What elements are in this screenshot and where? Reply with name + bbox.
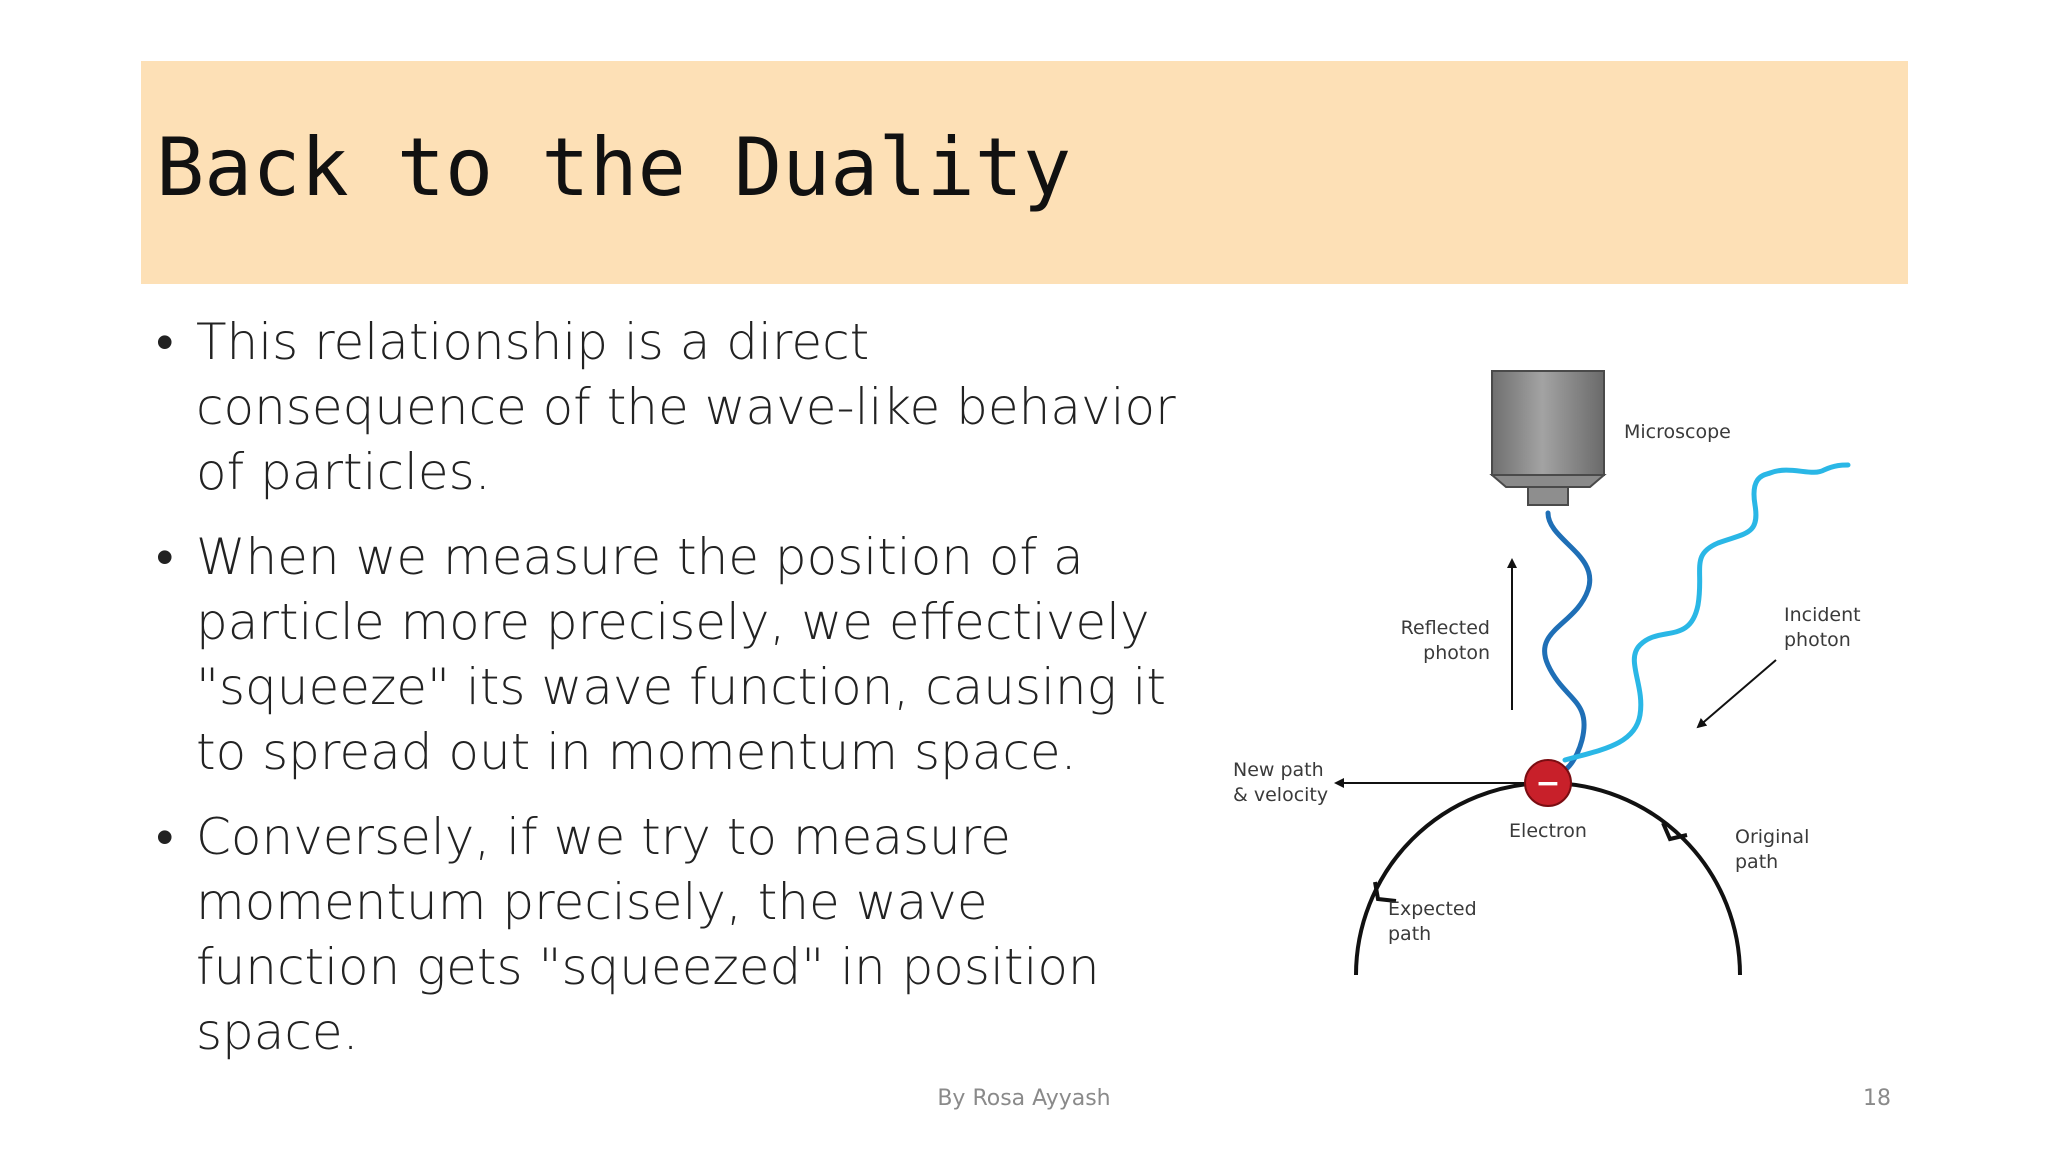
reflected-photon-wave bbox=[1545, 513, 1590, 783]
bullet-list bbox=[150, 310, 1200, 1085]
bullet-text: This relationship is a direct consequence of the wave-like behavior of particles. bbox=[196, 313, 1176, 501]
reflected-label-line2: photon bbox=[1423, 642, 1490, 664]
microscope-diagram bbox=[1220, 355, 1920, 985]
new-path-label-line2: & velocity bbox=[1233, 784, 1329, 806]
page-number: 18 bbox=[1863, 1086, 1891, 1111]
new-path-label-line1: New path bbox=[1233, 759, 1324, 781]
incident-arrow bbox=[1698, 660, 1776, 727]
original-label-line1: Original bbox=[1735, 826, 1810, 848]
circular-path bbox=[1356, 783, 1740, 975]
electron-icon bbox=[1525, 760, 1571, 806]
microscope-label: Microscope bbox=[1624, 421, 1731, 443]
footer-author: By Rosa Ayyash bbox=[937, 1086, 1111, 1111]
bullet-item bbox=[150, 525, 1200, 785]
slide-title: Back to the Duality bbox=[156, 121, 1072, 214]
reflected-label-line1: Reflected bbox=[1400, 617, 1490, 639]
bullet-text: Conversely, if we try to measure momentum precisely, the wave function gets "squeezed" in position space. bbox=[196, 808, 1100, 1061]
bullet-dot: • bbox=[156, 528, 174, 586]
bullet-item bbox=[150, 310, 1200, 505]
expected-label-line1: Expected bbox=[1388, 898, 1477, 920]
microscope-icon bbox=[1492, 371, 1604, 505]
incident-label-line2: photon bbox=[1784, 629, 1851, 651]
bullet-dot: • bbox=[156, 808, 174, 866]
bullet-text: When we measure the position of a particle more precisely, we effectively "squeeze" its wave function, causing it to spread out in momentum space. bbox=[196, 528, 1166, 781]
electron-label: Electron bbox=[1509, 820, 1587, 842]
electron-symbol: − bbox=[1535, 766, 1561, 801]
incident-label-line1: Incident bbox=[1784, 604, 1861, 626]
expected-label-line2: path bbox=[1388, 923, 1432, 945]
bullet-dot: • bbox=[156, 313, 174, 371]
bullet-item bbox=[150, 805, 1200, 1065]
original-label-line2: path bbox=[1735, 851, 1779, 873]
